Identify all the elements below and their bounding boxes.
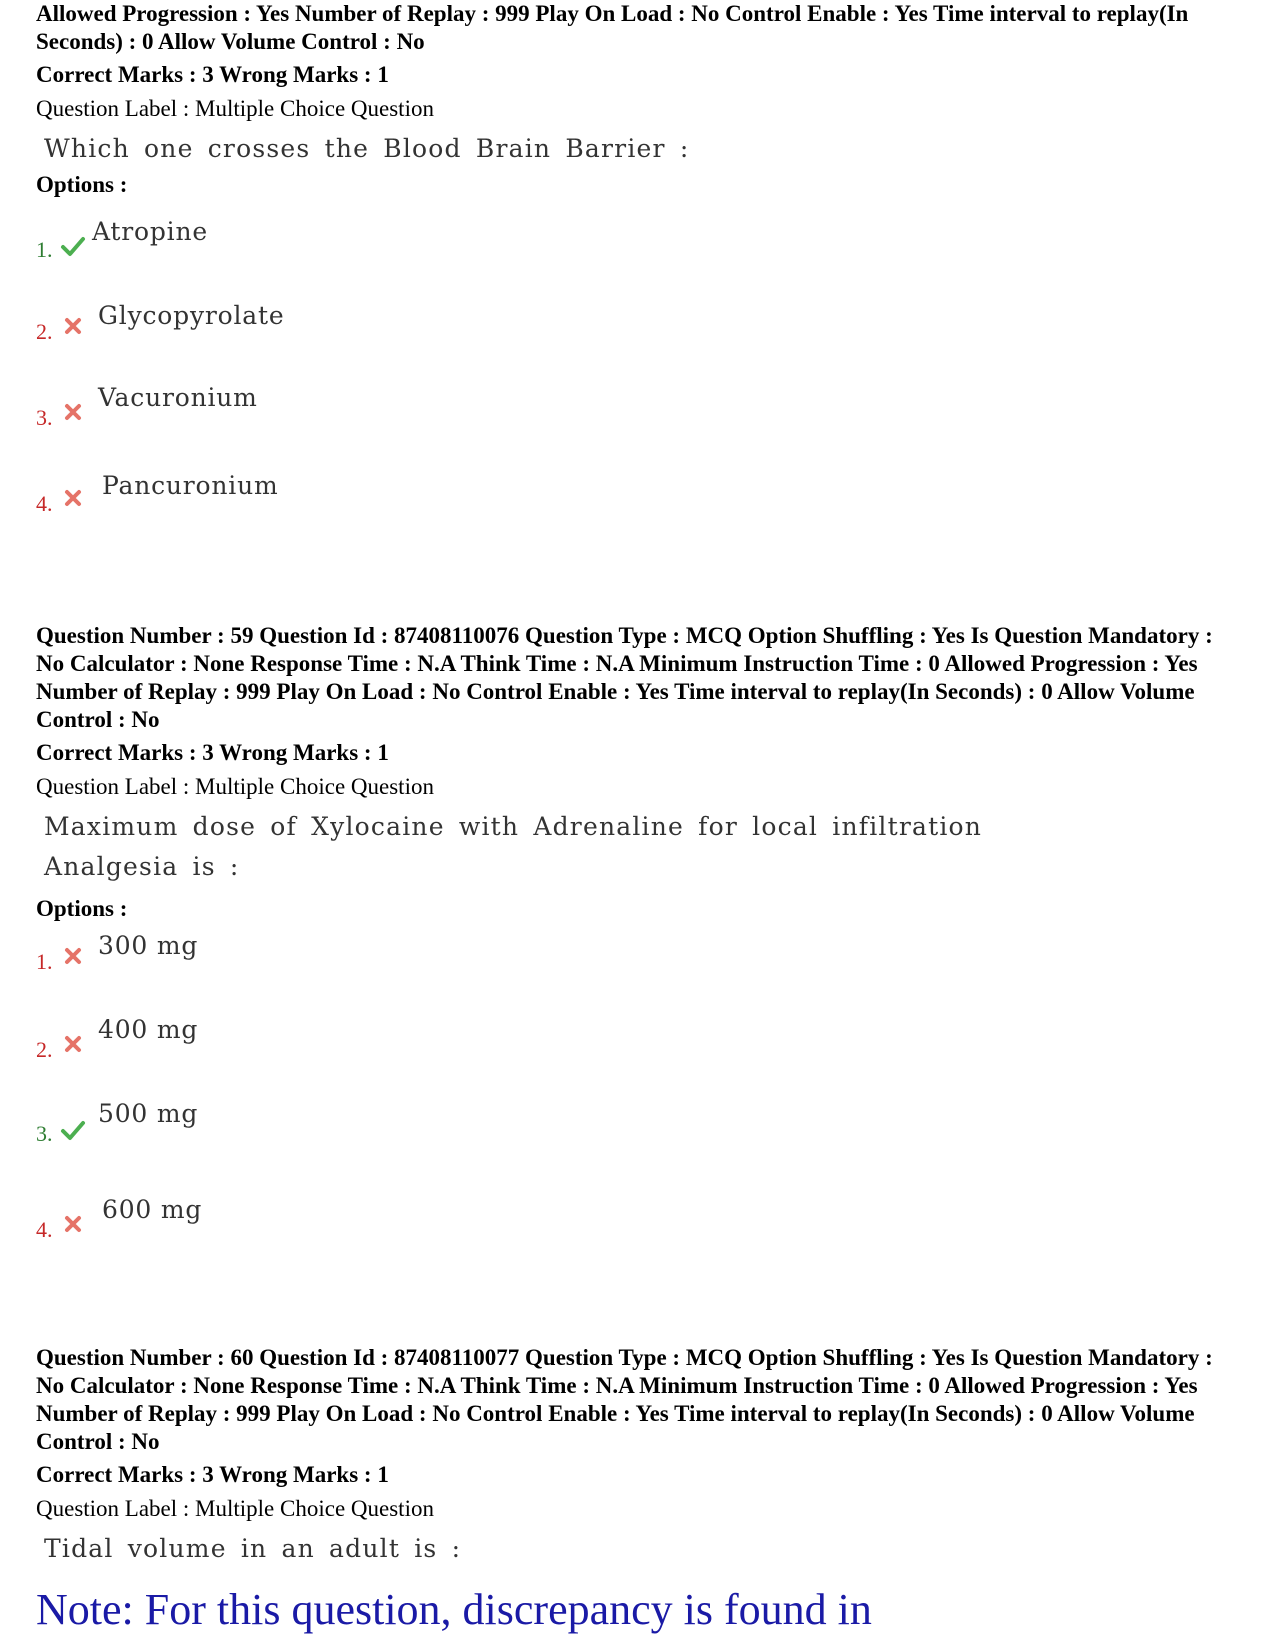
question-text: Tidal volume in an adult is : (44, 1534, 462, 1563)
option-text: Glycopyrolate (98, 301, 285, 330)
option-item (36, 1187, 636, 1275)
cross-icon (60, 1211, 86, 1237)
option-item (36, 291, 636, 379)
question-marks: Correct Marks : 3 Wrong Marks : 1 (36, 62, 389, 87)
question-text: Which one crosses the Blood Brain Barrier : (44, 134, 690, 163)
question-block-continued (36, 0, 1236, 559)
question-label: Question Label : Multiple Choice Question (36, 96, 434, 121)
cross-icon (60, 399, 86, 425)
option-text: 600 mg (102, 1195, 203, 1224)
cross-icon (60, 1031, 86, 1057)
question-label: Question Label : Multiple Choice Question (36, 1496, 434, 1521)
options-title: Options : (36, 172, 128, 197)
option-text: 300 mg (98, 931, 199, 960)
question-text: Maximum dose of Xylocaine with Adrenaline for local infiltration Analgesia is : (44, 812, 983, 881)
options-list (36, 199, 1236, 559)
option-text: 400 mg (98, 1015, 199, 1044)
cross-icon (60, 943, 86, 969)
question-meta: Question Number : 59 Question Id : 87408110076 Question Type : MCQ Option Shuffling : Yes Is Question Mandatory : No Calculator : None Response Time : N.A Think Time : N.A Minimum Instruction Time : 0 Allowed Progression : Yes Number of Replay : 999 Play On Load : No Control Enable : Yes Time interval to replay(In Seconds) : 0 Allow Volume Control : No (36, 623, 1213, 732)
question-label: Question Label : Multiple Choice Question (36, 774, 434, 799)
option-item (36, 467, 636, 555)
option-text: Atropine (92, 217, 208, 246)
option-number: 4. (36, 491, 53, 516)
question-marks: Correct Marks : 3 Wrong Marks : 1 (36, 1462, 389, 1487)
option-item (36, 1011, 636, 1099)
option-text: 500 mg (98, 1099, 199, 1128)
option-item (36, 379, 636, 467)
discrepancy-note: Note: For this question, discrepancy is found in (36, 1585, 872, 1634)
option-number: 1. (36, 949, 53, 974)
question-meta: Question Number : 60 Question Id : 87408110077 Question Type : MCQ Option Shuffling : Yes Is Question Mandatory : No Calculator : None Response Time : N.A Think Time : N.A Minimum Instruction Time : 0 Allowed Progression : Yes Number of Replay : 999 Play On Load : No Control Enable : Yes Time interval to replay(In Seconds) : 0 Allow Volume Control : No (36, 1345, 1213, 1454)
option-number: 3. (36, 405, 53, 430)
option-text: Vacuronium (98, 383, 258, 412)
question-block-60 (36, 1344, 1236, 1635)
option-number: 3. (36, 1121, 53, 1146)
option-number: 1. (36, 237, 53, 262)
option-number: 4. (36, 1217, 53, 1242)
options-title: Options : (36, 896, 128, 921)
check-icon (60, 233, 86, 259)
option-text: Pancuronium (102, 471, 279, 500)
cross-icon (60, 485, 86, 511)
option-number: 2. (36, 319, 53, 344)
cross-icon (60, 313, 86, 339)
option-item (36, 1099, 636, 1187)
question-marks: Correct Marks : 3 Wrong Marks : 1 (36, 740, 389, 765)
question-meta: Allowed Progression : Yes Number of Replay : 999 Play On Load : No Control Enable : Yes Time interval to replay(In Seconds) : 0 Allow Volume Control : No (36, 1, 1189, 54)
option-number: 2. (36, 1037, 53, 1062)
options-list (36, 923, 1236, 1283)
check-icon (60, 1117, 86, 1143)
option-item (36, 923, 636, 1011)
question-block-59 (36, 622, 1236, 1283)
option-item (36, 203, 636, 291)
